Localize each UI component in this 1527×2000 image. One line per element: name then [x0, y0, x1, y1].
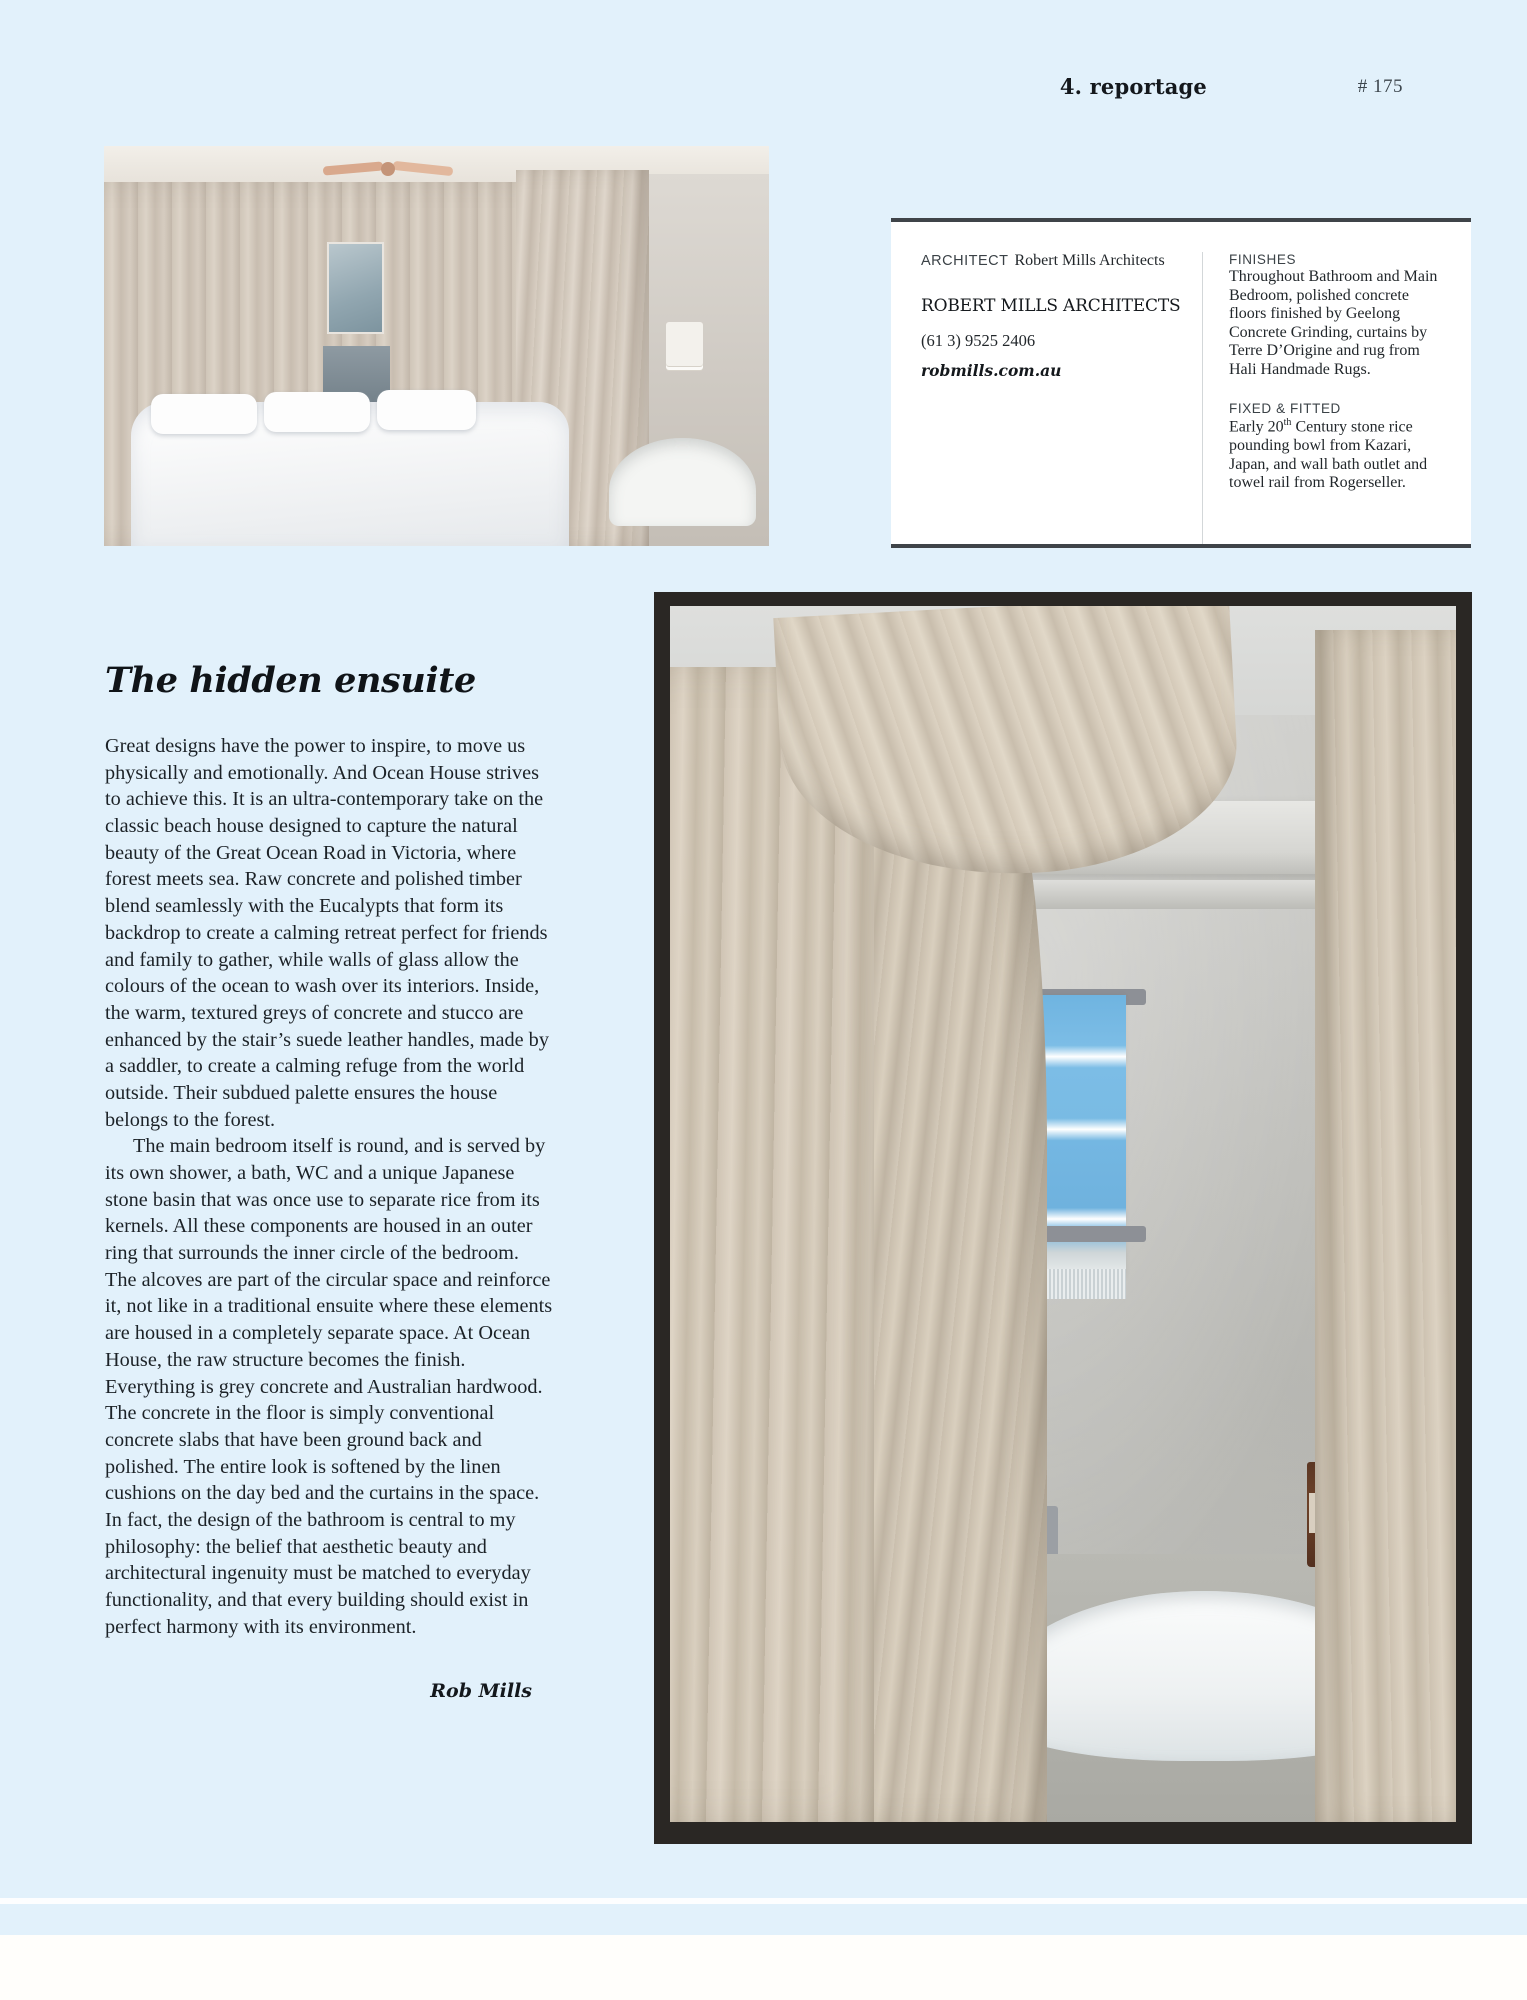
spec-text-after: Century stone rice pounding bowl from Kazari, Japan, and wall bath outlet and towel rail from Rogerseller. [1229, 418, 1428, 492]
fan-blade-left [323, 161, 384, 175]
bedroom-pillow [151, 394, 257, 434]
towel-fringe [1039, 1269, 1125, 1299]
page-folio: # 175 [1357, 76, 1403, 97]
spec-text-before: Early 20 [1229, 418, 1284, 436]
firm-phone: (61 3) 9525 2406 [921, 331, 1036, 350]
project-credits-panel [891, 218, 1471, 548]
bedroom-towels [666, 322, 703, 366]
bathroom-photo [654, 592, 1472, 1844]
footer-divider-rule [0, 1898, 1527, 1904]
article-paragraph: The main bedroom itself is round, and is served by its own shower, a bath, WC and a unique Japanese stone basin that was once use to separate rice from its kernels. All these components are housed in an outer ring that surrounds the inner circle of the bedroom. The alcoves are part of the circular space and reinforce it, not like in a traditional ensuite where these elements are housed in a completely separate space. At Ocean House, the raw structure becomes the finish. Everything is grey concrete and Australian hardwood. The concrete in the floor is simply conventional concrete slabs that have been ground back and polished. The entire look is softened by the linen cushions on the day bed and the curtains in the space. In fact, the design of the bathroom is central to my philosophy: the belief that aesthetic beauty and architectural ingenuity must be matched to everyday functionality, and that every building should exist in perfect harmony with its environment. [105, 1135, 553, 1638]
credits-columns [891, 222, 1471, 544]
article-column [105, 660, 555, 1702]
bathroom-photo-image [670, 606, 1456, 1822]
fan-blade-right [393, 161, 454, 176]
bedroom-pillow [264, 392, 370, 432]
page-header [0, 74, 1527, 104]
spec-heading: FIXED & FITTED [1229, 401, 1341, 417]
bedroom-photo [104, 146, 769, 546]
spec-block-finishes [1229, 252, 1445, 379]
architect-label: ARCHITECT [921, 253, 1009, 269]
firm-website-link[interactable]: robmills.com.au [921, 361, 1062, 380]
architect-value: Robert Mills Architects [1014, 252, 1165, 269]
bedroom-mirror [327, 242, 384, 334]
spec-body [1229, 268, 1445, 379]
spec-heading: FINISHES [1229, 252, 1297, 267]
bedroom-pillow [377, 390, 477, 430]
section-title: 4. reportage [1059, 74, 1207, 99]
article-paragraph: Great designs have the power to inspire, to move us physically and emotionally. And Ocean House strives to achieve this. It is an ultra-contemporary take on the classic beach house designed to capture the natural beauty of the Great Ocean Road in Victoria, where forest meets sea. Raw concrete and polished timber blend seamlessly with the Eucalypts that form its backdrop to create a calming retreat perfect for friends and family to gather, while walls of glass allow the colours of the ocean to wash over its interiors. Inside, the warm, textured greys of concrete and stucco are enhanced by the stair’s suede leather handles, made by a saddler, to create a calming refuge from the world outside. Their subdued palette ensures the house belongs to the forest. [105, 735, 549, 1131]
firm-name: ROBERT MILLS ARCHITECTS [921, 296, 1181, 316]
fan-hub [381, 162, 395, 176]
credits-column-right [1203, 252, 1471, 544]
ceiling-fan-icon [323, 158, 453, 180]
article-headline: The hidden ensuite [105, 660, 476, 701]
spec-ordinal-suffix: th [1283, 417, 1292, 429]
spec-text: Throughout Bathroom and Main Bedroom, polished concrete floors finished by Geelong Concrete Grinding, curtains by Terre D’Origine and rug from Hali Handmade Rugs. [1229, 268, 1438, 378]
spec-block-fixed-fitted [1229, 401, 1445, 493]
credits-column-left [891, 252, 1203, 544]
architect-row [921, 252, 1184, 270]
article-byline: Rob Mills [430, 1680, 532, 1703]
page-bottom-strip [0, 1935, 1527, 2000]
spec-body [1229, 417, 1445, 493]
bathroom-curtain-right [1315, 630, 1456, 1822]
